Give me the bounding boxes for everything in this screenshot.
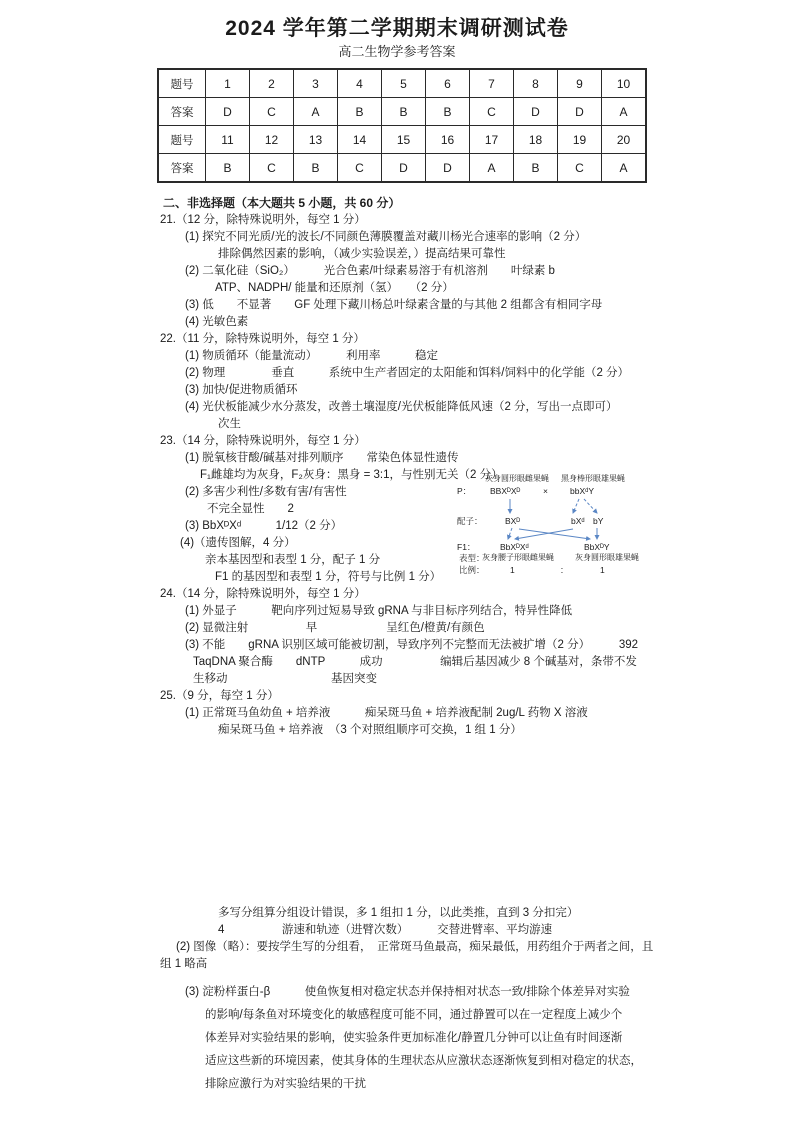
text-line: 排除偶然因素的影响，（减少实验误差，）提高结果可靠性 bbox=[218, 248, 506, 260]
answer-cell: B bbox=[514, 154, 558, 183]
text-line: 4 游速和轨迹（进臂次数） 交替进臂率、平均游速 bbox=[218, 924, 553, 936]
ratio-colon: ： bbox=[560, 565, 569, 575]
answer-cell: 6 bbox=[426, 69, 470, 98]
answer-cell: D bbox=[514, 98, 558, 126]
genetic-cross-diagram bbox=[452, 470, 792, 580]
text-line: 生移动 基因突变 bbox=[193, 673, 377, 685]
p-generation-label: P： bbox=[457, 486, 472, 496]
page-title: 2024 学年第二学期期末调研测试卷 bbox=[225, 17, 569, 40]
gamete-2: bXᵈ bbox=[571, 516, 585, 526]
answer-cell: 4 bbox=[338, 69, 382, 98]
answer-cell: 16 bbox=[426, 126, 470, 154]
text-line: (1) 外显子 靶向序列过短易导致 gRNA 与非目标序列结合，特异性降低 bbox=[185, 605, 573, 617]
text-line: 21.（12 分，除特殊说明外，每空 1 分） bbox=[160, 214, 366, 226]
answer-cell: 14 bbox=[338, 126, 382, 154]
table-row bbox=[158, 98, 646, 126]
text-line: 24.（14 分，除特殊说明外，每空 1 分） bbox=[160, 588, 366, 600]
phenotype-row-label: 表型： bbox=[459, 553, 485, 563]
row-header-cell: 答案 bbox=[158, 98, 206, 126]
text-line: (2) 图像（略）：要按学生写的分组看， 正常斑马鱼最高，痴呆最低，用药组介于两者之间，且 bbox=[176, 941, 654, 953]
text-line: F1 的基因型和表型 1 分，符号与比例 1 分） bbox=[215, 571, 442, 583]
answer-cell: C bbox=[338, 154, 382, 183]
row-header-cell: 题号 bbox=[158, 69, 206, 98]
answer-cell: 7 bbox=[470, 69, 514, 98]
answer-cell: A bbox=[294, 98, 338, 126]
text-line: 不完全显性 2 bbox=[207, 503, 294, 515]
ratio-value-1: 1 bbox=[510, 565, 515, 575]
ratio-value-2: 1 bbox=[600, 565, 605, 575]
text-line: 二、非选择题（本大题共 5 小题，共 60 分） bbox=[163, 196, 401, 210]
text-line: 体差异对实验结果的影响，使实验条件更加标准化/静置几分钟可以让鱼有时间逐渐 bbox=[205, 1032, 623, 1044]
answer-cell: B bbox=[426, 98, 470, 126]
text-line: (2) 二氧化硅（SiO₂） 光合色素/叶绿素易溶于有机溶剂 叶绿素 b bbox=[185, 265, 555, 277]
text-line: ATP、NADPH/ 能量和还原剂（氢） （2 分） bbox=[215, 282, 454, 294]
text-line: (2) 显微注射 早 呈红色/橙黄/有颜色 bbox=[185, 622, 485, 634]
answer-cell: C bbox=[250, 98, 294, 126]
text-line: 23.（14 分，除特殊说明外，每空 1 分） bbox=[160, 435, 366, 447]
text-line: 痴呆斑马鱼 + 培养液 （3 个对照组顺序可交换，1 组 1 分） bbox=[218, 724, 522, 736]
gamete-1: BXᴰ bbox=[505, 516, 521, 526]
answer-cell: A bbox=[602, 98, 647, 126]
table-row bbox=[158, 154, 646, 183]
text-line: (3) 低 不显著 GF 处理下藏川杨总叶绿素含量的与其他 2 组都含有相同字母 bbox=[185, 299, 603, 311]
answer-cell: A bbox=[602, 154, 647, 183]
answer-cell: B bbox=[294, 154, 338, 183]
answer-cell: 19 bbox=[558, 126, 602, 154]
answer-table bbox=[157, 68, 647, 183]
answer-cell: D bbox=[426, 154, 470, 183]
answer-cell: 12 bbox=[250, 126, 294, 154]
text-line: 多写分组算分组设计错误，多 1 组扣 1 分，以此类推，直到 3 分扣完） bbox=[218, 907, 579, 919]
mother-genotype: BBXᴰXᴰ bbox=[490, 486, 521, 496]
row-header-cell: 答案 bbox=[158, 154, 206, 183]
text-line: 22.（11 分，除特殊说明外，每空 1 分） bbox=[160, 333, 365, 345]
text-line: (3) BbXᴰXᵈ 1/12（2 分） bbox=[185, 520, 343, 532]
text-line: (1) 探究不同光质/光的波长/不同颜色薄膜覆盖对藏川杨光合速率的影响（2 分） bbox=[185, 231, 587, 243]
answer-cell: B bbox=[206, 154, 250, 183]
text-line: 次生 bbox=[218, 418, 241, 430]
text-line: 的影响/每条鱼对环境变化的敏感程度可能不同，通过静置可以在一定程度上减少个 bbox=[205, 1009, 623, 1021]
father-genotype: bbXᵈY bbox=[570, 486, 595, 496]
text-line: F₁雌雄均为灰身，F₂灰身：黑身 = 3:1，与性别无关（2 分） bbox=[200, 469, 503, 481]
text-line: TaqDNA 聚合酶 dNTP 成功 编辑后基因减少 8 个碱基对，条带不发 bbox=[193, 656, 637, 668]
text-line: 25.（9 分，每空 1 分） bbox=[160, 690, 279, 702]
text-line: 亲本基因型和表型 1 分，配子 1 分 bbox=[205, 554, 381, 566]
cross-symbol: × bbox=[543, 486, 548, 496]
answer-cell: 3 bbox=[294, 69, 338, 98]
f1-genotype-1: BbXᴰXᵈ bbox=[500, 542, 529, 552]
answer-cell: B bbox=[382, 98, 426, 126]
text-line: (4) 光敏色素 bbox=[185, 316, 249, 328]
answer-cell: 2 bbox=[250, 69, 294, 98]
text-line: 排除应激行为对实验结果的干扰 bbox=[205, 1078, 366, 1090]
text-line: (2) 多害少利性/多数有害/有害性 bbox=[185, 486, 347, 498]
table-row bbox=[158, 126, 646, 154]
answer-cell: D bbox=[382, 154, 426, 183]
text-line: (3) 不能 gRNA 识别区域可能被切割，导致序列不完整而无法被扩增（2 分） 392 bbox=[185, 639, 639, 651]
table-row bbox=[158, 69, 646, 98]
answer-cell: B bbox=[338, 98, 382, 126]
mother-phenotype-label: 灰身圆形眼雌果蝇 bbox=[485, 474, 549, 483]
answer-cell: 8 bbox=[514, 69, 558, 98]
gamete-3: bY bbox=[593, 516, 604, 526]
answer-cell: C bbox=[470, 98, 514, 126]
row-header-cell: 题号 bbox=[158, 126, 206, 154]
text-line: 适应这些新的环境因素，使其身体的生理状态从应激状态逐渐恢复到相对稳定的状态， bbox=[205, 1055, 642, 1067]
answer-cell: D bbox=[206, 98, 250, 126]
text-line: (3) 淀粉样蛋白-β 使鱼恢复相对稳定状态并保持相对状态一致/排除个体差异对实验 bbox=[185, 986, 630, 998]
text-line: (1) 脱氧核苷酸/碱基对排列顺序 常染色体显性遗传 bbox=[185, 452, 459, 464]
page-subtitle: 高二生物学参考答案 bbox=[338, 44, 456, 59]
f1-genotype-2: BbXᴰY bbox=[584, 542, 610, 552]
answer-cell: 9 bbox=[558, 69, 602, 98]
answer-cell: 10 bbox=[602, 69, 647, 98]
answer-cell: 1 bbox=[206, 69, 250, 98]
answer-cell: 15 bbox=[382, 126, 426, 154]
text-line: (1) 物质循环（能量流动） 利用率 稳定 bbox=[185, 350, 438, 362]
answer-cell: 5 bbox=[382, 69, 426, 98]
text-line: 组 1 略高 bbox=[160, 958, 208, 970]
text-line: (4)（遗传图解，4 分） bbox=[180, 537, 296, 549]
answer-cell: 11 bbox=[206, 126, 250, 154]
answer-cell: 18 bbox=[514, 126, 558, 154]
ratio-row-label: 比例： bbox=[459, 565, 485, 575]
text-line: (4) 光伏板能减少水分蒸发，改善土壤湿度/光伏板能降低风速（2 分，写出一点即可） bbox=[185, 401, 618, 413]
gametes-label: 配子： bbox=[457, 516, 483, 526]
f1-phenotype-2: 灰身圆形眼雄果蝇 bbox=[575, 553, 639, 562]
text-line: (2) 物理 垂直 系统中生产者固定的太阳能和饵料/饲料中的化学能（2 分） bbox=[185, 367, 630, 379]
text-line: (3) 加快/促进物质循环 bbox=[185, 384, 298, 396]
answer-cell: 17 bbox=[470, 126, 514, 154]
answer-content bbox=[0, 195, 794, 1096]
answer-cell: 20 bbox=[602, 126, 647, 154]
f1-phenotype-1: 灰身腰子形眼雌果蝇 bbox=[482, 553, 554, 562]
text-line: (1) 正常斑马鱼幼鱼 + 培养液 痴呆斑马鱼 + 培养液配制 2ug/L 药物 X 溶液 bbox=[185, 707, 588, 719]
father-phenotype-label: 黑身棒形眼雄果蝇 bbox=[561, 474, 625, 483]
f1-label: F1： bbox=[457, 542, 476, 552]
answer-cell: A bbox=[470, 154, 514, 183]
answer-cell: C bbox=[558, 154, 602, 183]
answer-cell: 13 bbox=[294, 126, 338, 154]
answer-cell: D bbox=[558, 98, 602, 126]
answer-cell: C bbox=[250, 154, 294, 183]
